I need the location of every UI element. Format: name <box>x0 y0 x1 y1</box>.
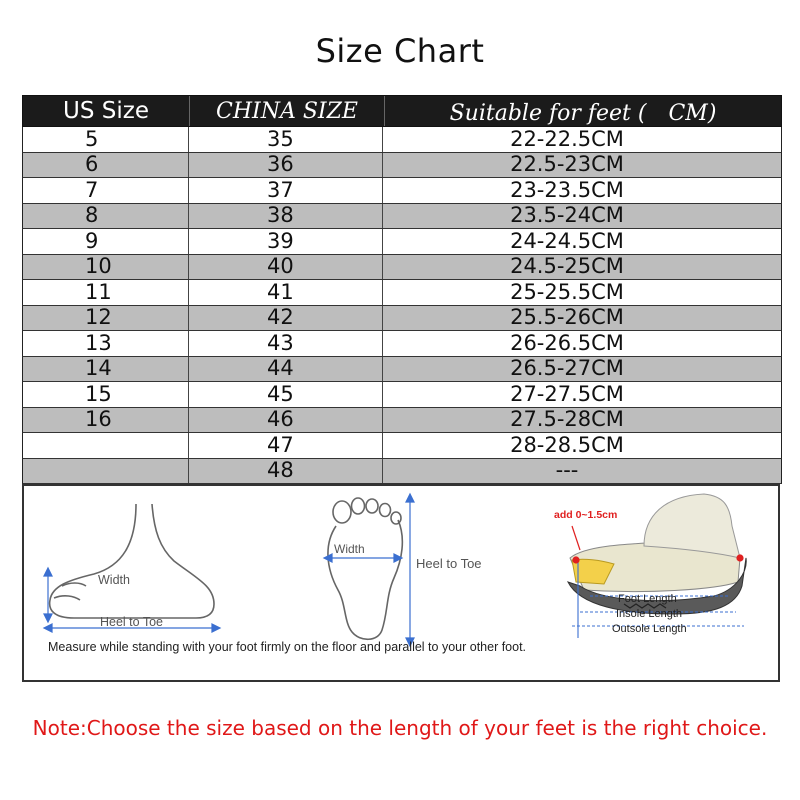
cell-foot-length: 26-26.5CM <box>510 330 624 355</box>
table-row <box>22 408 782 434</box>
foot-length-label: Foot Length <box>618 593 677 605</box>
cell-foot-length: 28-28.5CM <box>510 432 624 457</box>
cell-us-size: 10 <box>23 255 189 280</box>
header-china-size: CHINA SIZE <box>190 96 385 126</box>
sole-width-label: Width <box>334 542 365 556</box>
cell-us-size <box>23 459 189 484</box>
cell-us-size: 13 <box>23 331 189 356</box>
cell-china-size: 40 <box>189 255 383 280</box>
cell-foot-length: 24-24.5CM <box>510 228 624 253</box>
shoe-add-label: add 0~1.5cm <box>554 509 618 521</box>
size-table <box>22 95 782 484</box>
table-row <box>22 153 782 179</box>
cell-foot-length: --- <box>555 458 579 483</box>
cell-china-size: 42 <box>189 306 383 331</box>
table-row <box>22 229 782 255</box>
table-row <box>22 382 782 408</box>
cell-foot-length: 22-22.5CM <box>510 126 624 151</box>
cell-us-size: 8 <box>23 204 189 229</box>
cell-us-size: 16 <box>23 408 189 433</box>
cell-china-size: 36 <box>189 153 383 178</box>
cell-foot-length: 27.5-28CM <box>510 407 624 432</box>
cell-us-size: 14 <box>23 357 189 382</box>
cell-foot-length: 22.5-23CM <box>510 152 624 177</box>
cell-china-size: 41 <box>189 280 383 305</box>
table-row <box>22 357 782 383</box>
side-length-label: Heel to Toe <box>100 615 164 629</box>
table-body <box>22 127 782 484</box>
cell-china-size: 37 <box>189 178 383 203</box>
size-note: Note:Choose the size based on the length of your feet is the right choice. <box>32 716 768 740</box>
header-us-size: US Size <box>23 96 190 126</box>
sole-length-label: Heel to Toe <box>416 556 482 571</box>
sole-length-arrow <box>406 494 414 646</box>
table-row <box>22 255 782 281</box>
cell-us-size: 7 <box>23 178 189 203</box>
side-foot-illustration <box>50 504 214 618</box>
cell-china-size: 45 <box>189 382 383 407</box>
cell-china-size: 48 <box>189 459 383 484</box>
cell-china-size: 46 <box>189 408 383 433</box>
cell-foot-length: 24.5-25CM <box>510 254 624 279</box>
cell-foot-length: 23.5-24CM <box>510 203 624 228</box>
cell-foot-length: 25.5-26CM <box>510 305 624 330</box>
table-header <box>22 95 782 127</box>
table-row <box>22 178 782 204</box>
cell-china-size: 38 <box>189 204 383 229</box>
table-row <box>22 331 782 357</box>
table-row <box>22 459 782 485</box>
header-foot-length: Suitable for feet ( CM) <box>449 100 717 126</box>
cell-china-size: 47 <box>189 433 383 458</box>
side-width-label: Width <box>98 573 130 587</box>
cell-us-size: 5 <box>23 127 189 152</box>
cell-china-size: 39 <box>189 229 383 254</box>
cell-china-size: 35 <box>189 127 383 152</box>
measurement-diagram <box>22 484 780 682</box>
table-row <box>22 306 782 332</box>
cell-china-size: 44 <box>189 357 383 382</box>
table-row <box>22 127 782 153</box>
table-row <box>22 433 782 459</box>
table-row <box>22 204 782 230</box>
cell-foot-length: 27-27.5CM <box>510 381 624 406</box>
cell-us-size: 15 <box>23 382 189 407</box>
cell-us-size: 9 <box>23 229 189 254</box>
cell-foot-length: 23-23.5CM <box>510 177 624 202</box>
table-row <box>22 280 782 306</box>
cell-us-size: 11 <box>23 280 189 305</box>
cell-us-size: 6 <box>23 153 189 178</box>
outsole-length-label: Outsole Length <box>612 623 687 635</box>
page-title: Size Chart <box>315 32 485 70</box>
cell-foot-length: 26.5-27CM <box>510 356 624 381</box>
cell-us-size <box>23 433 189 458</box>
cell-foot-length: 25-25.5CM <box>510 279 624 304</box>
cell-china-size: 43 <box>189 331 383 356</box>
cell-us-size: 12 <box>23 306 189 331</box>
sole-illustration <box>328 498 402 639</box>
insole-length-label: Insole Length <box>616 608 683 620</box>
measure-instruction: Measure while standing with your foot firmly on the floor and parallel to your other foot. <box>48 640 527 654</box>
